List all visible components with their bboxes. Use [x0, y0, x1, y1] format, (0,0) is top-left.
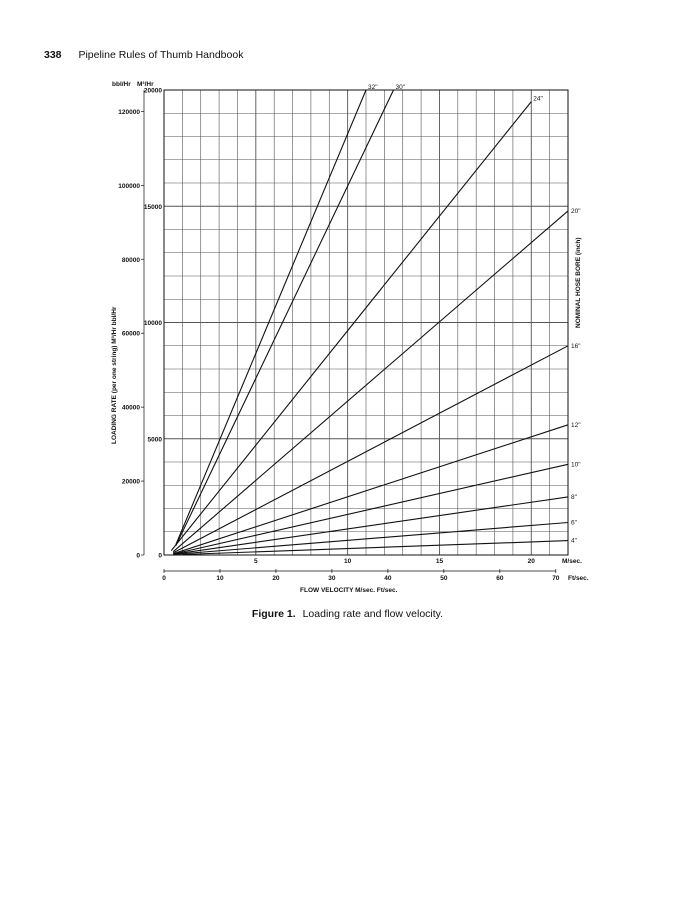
series-label: 10" — [571, 461, 581, 469]
y-tick-label-bbl: 40000 — [121, 404, 140, 412]
series-label: 4" — [571, 537, 577, 545]
series-label: 6" — [571, 519, 577, 527]
series-line — [176, 90, 366, 545]
right-axis-label: NOMINAL HOSE BORE (inch) — [575, 237, 582, 328]
x-axis-label: FLOW VELOCITY M/sec. Ft/sec. — [300, 587, 398, 594]
page-number: 338 — [44, 49, 62, 61]
x-tick-label-ftsec: 10 — [216, 575, 224, 582]
x-tick-label-ftsec: 40 — [384, 575, 392, 582]
book-title: Pipeline Rules of Thumb Handbook — [78, 49, 244, 61]
caption-label: Figure 1. — [251, 608, 296, 620]
figure-caption — [0, 608, 695, 620]
series-line — [173, 464, 568, 554]
y-unit-m3: M³/Hr — [137, 81, 154, 88]
x-unit-ftsec: Ft/sec. — [568, 575, 589, 582]
x-tick-label-msec: 20 — [527, 558, 535, 565]
series-line — [171, 102, 531, 551]
y-tick-label-bbl: 20000 — [121, 478, 140, 486]
x-unit-msec: M/sec. — [562, 558, 582, 565]
series-line — [173, 425, 568, 554]
series-label: 16" — [571, 342, 581, 350]
series-line — [182, 541, 568, 555]
y-tick-label-bbl: 100000 — [118, 182, 140, 190]
x-tick-label-ftsec: 30 — [328, 575, 336, 582]
y-tick-label-bbl: 60000 — [121, 330, 140, 338]
series-line — [173, 523, 568, 555]
series-label: 12" — [571, 421, 581, 429]
y-tick-label-m3hr: 0 — [158, 552, 162, 560]
y-unit-bbl: bbl/Hr — [112, 81, 131, 88]
y-axis-label: LOADING RATE (per one string) M³/Hr bbl/Hr — [111, 306, 118, 444]
x-tick-label-msec: 10 — [344, 558, 352, 565]
x-tick-label-msec: 15 — [435, 558, 444, 565]
y-tick-label-m3hr: 5000 — [147, 436, 162, 444]
series-line — [173, 211, 568, 552]
x-tick-label-msec: 5 — [254, 558, 258, 565]
series-lines — [171, 84, 581, 555]
chart-grid — [164, 90, 568, 555]
series-line — [173, 497, 568, 554]
x-tick-label-ftsec: 20 — [272, 575, 280, 582]
y-tick-label-bbl: 80000 — [121, 256, 140, 264]
series-line — [176, 90, 394, 546]
y-tick-label-m3hr: 20000 — [143, 87, 162, 95]
series-label: 32" — [368, 84, 378, 91]
series-label: 8" — [571, 493, 577, 501]
series-label: 24" — [533, 95, 543, 103]
x-tick-label-ftsec: 60 — [496, 575, 504, 582]
series-line — [173, 346, 568, 553]
y-tick-label-bbl: 0 — [136, 552, 140, 560]
x-tick-label-ftsec: 70 — [552, 575, 560, 582]
series-label: 30" — [395, 84, 406, 91]
caption-text: Loading rate and flow velocity. — [302, 608, 444, 620]
x-tick-label-ftsec: 50 — [440, 575, 448, 582]
series-label: 20" — [571, 207, 581, 215]
y-tick-label-bbl: 120000 — [118, 108, 140, 116]
x-tick-label-ftsec: 0 — [162, 575, 166, 582]
y-tick-label-m3hr: 10000 — [143, 320, 162, 327]
y-tick-label-m3hr: 15000 — [143, 203, 162, 211]
